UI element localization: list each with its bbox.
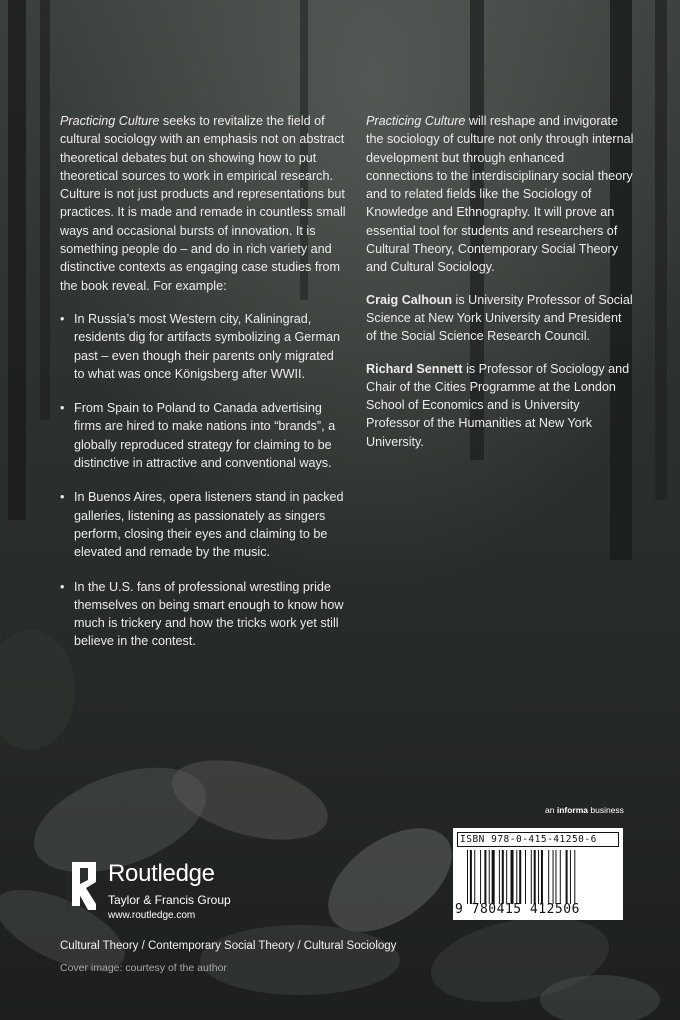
barcode-bar (566, 850, 568, 904)
bullet-icon: • (60, 490, 65, 505)
barcode-bar (570, 850, 571, 904)
barcode-bar (480, 850, 481, 904)
publisher-name: Routledge (108, 860, 215, 887)
informa-tagline (545, 805, 624, 815)
barcode-bar (555, 850, 556, 904)
author-bio-text: is University Professor of Social Science at New York University and President of the Social Science Research Council. (366, 292, 633, 344)
isbn-barcode (453, 828, 623, 920)
logo-vertical-text: ROUTLEDGE (66, 874, 72, 912)
author-name: Richard Sennett (366, 361, 463, 376)
barcode-bar (489, 850, 490, 904)
barcode-bar (511, 850, 514, 904)
list-item (60, 310, 346, 383)
example-list (60, 310, 346, 651)
right-column (366, 112, 634, 465)
list-item (60, 488, 346, 561)
barcode-bar (574, 850, 575, 904)
barcode-bar (553, 850, 554, 904)
barcode-bar (470, 850, 472, 904)
book-title-italic: Practicing Culture (366, 114, 466, 128)
barcode-bar (560, 850, 561, 904)
bullet-icon: • (60, 401, 65, 416)
isbn-label: ISBN 978-0-415-41250-6 (457, 832, 619, 847)
intro-text: seeks to revitalize the field of cultural sociology with an emphasis not on abstract theoretical debates but on showing how to put theoretical sources to work in empirical research. Culture is not just products and representations but practices. It is made and remade in countless small ways and occasional bursts of innovation. It is something people do – and do in rich variety and distinctive contexts as engaging case studies from the book reveal. For example: (60, 114, 346, 293)
list-item (60, 578, 346, 651)
list-item-text: In Russia’s most Western city, Kaliningrad, residents dig for artifacts symbolizing a German past – even though their parents only migrated to what was once Königsberg after WWII. (74, 311, 340, 381)
routledge-logo-icon (66, 858, 102, 914)
barcode-bar (484, 850, 486, 904)
informa-prefix: an (545, 805, 557, 815)
book-title-italic: Practicing Culture (60, 114, 160, 128)
barcode-bar (538, 850, 539, 904)
bullet-icon: • (60, 311, 65, 326)
barcode-bar (467, 850, 468, 904)
author-name: Craig Calhoun (366, 292, 453, 307)
author-bio-calhoun (366, 291, 634, 346)
intro-paragraph (60, 112, 346, 295)
barcode-bar (531, 850, 532, 904)
bullet-icon: • (60, 579, 65, 594)
barcode-bar (499, 850, 500, 904)
barcode-bar (548, 850, 549, 904)
list-item-text: From Spain to Poland to Canada advertising firms are hired to make nations into “brands”, a globally reproduced strategy for claiming to be distinctive in attractive and conventional ways. (74, 401, 336, 471)
informa-suffix: business (588, 805, 624, 815)
informa-brand: informa (556, 805, 588, 815)
barcode-bar (516, 850, 517, 904)
barcode-bar (506, 850, 507, 904)
summary-text: will reshape and invigorate the sociology of culture not only through internal development but through enhanced connections to the interdisciplinary social theory and to related fields like the Sociology of Knowledge and Ethnography. It will prove an essential tool for students and researchers of Cultural Theory, Contemporary Social Theory and Cultural Sociology. (366, 114, 634, 275)
barcode-digits: 9 780415 412506 (455, 902, 580, 917)
summary-paragraph (366, 112, 634, 277)
list-item-text: In Buenos Aires, opera listeners stand in packed galleries, listening as passionately as singers perform, closing their eyes and claiming to be elevated and remade by the music. (74, 490, 344, 560)
barcode-bar (502, 850, 504, 904)
publisher-website: www.routledge.com (108, 910, 196, 921)
barcode-bar (534, 850, 536, 904)
author-bio-sennett (366, 360, 634, 451)
barcode-bar (525, 850, 526, 904)
publisher-logo-block (66, 858, 266, 928)
barcode-bar (474, 850, 475, 904)
cover-credit: Cover image: courtesy of the author (60, 962, 227, 974)
barcode-bar (492, 850, 495, 904)
barcode-bars (467, 850, 621, 904)
list-item-text: In the U.S. fans of professional wrestling pride themselves on being smart enough to know how much is trickery and how the tricks work yet still believe in the contest. (74, 579, 344, 649)
left-column (60, 112, 346, 667)
barcode-bar (541, 850, 543, 904)
publisher-group: Taylor & Francis Group (108, 893, 231, 907)
barcode-bar (519, 850, 521, 904)
subject-categories: Cultural Theory / Contemporary Social Theory / Cultural Sociology (60, 940, 397, 952)
list-item (60, 399, 346, 472)
author-bio-text: is Professor of Sociology and Chair of the Cities Programme at the London School of Economics and is University Professor of the Humanities at New York University. (366, 361, 630, 449)
